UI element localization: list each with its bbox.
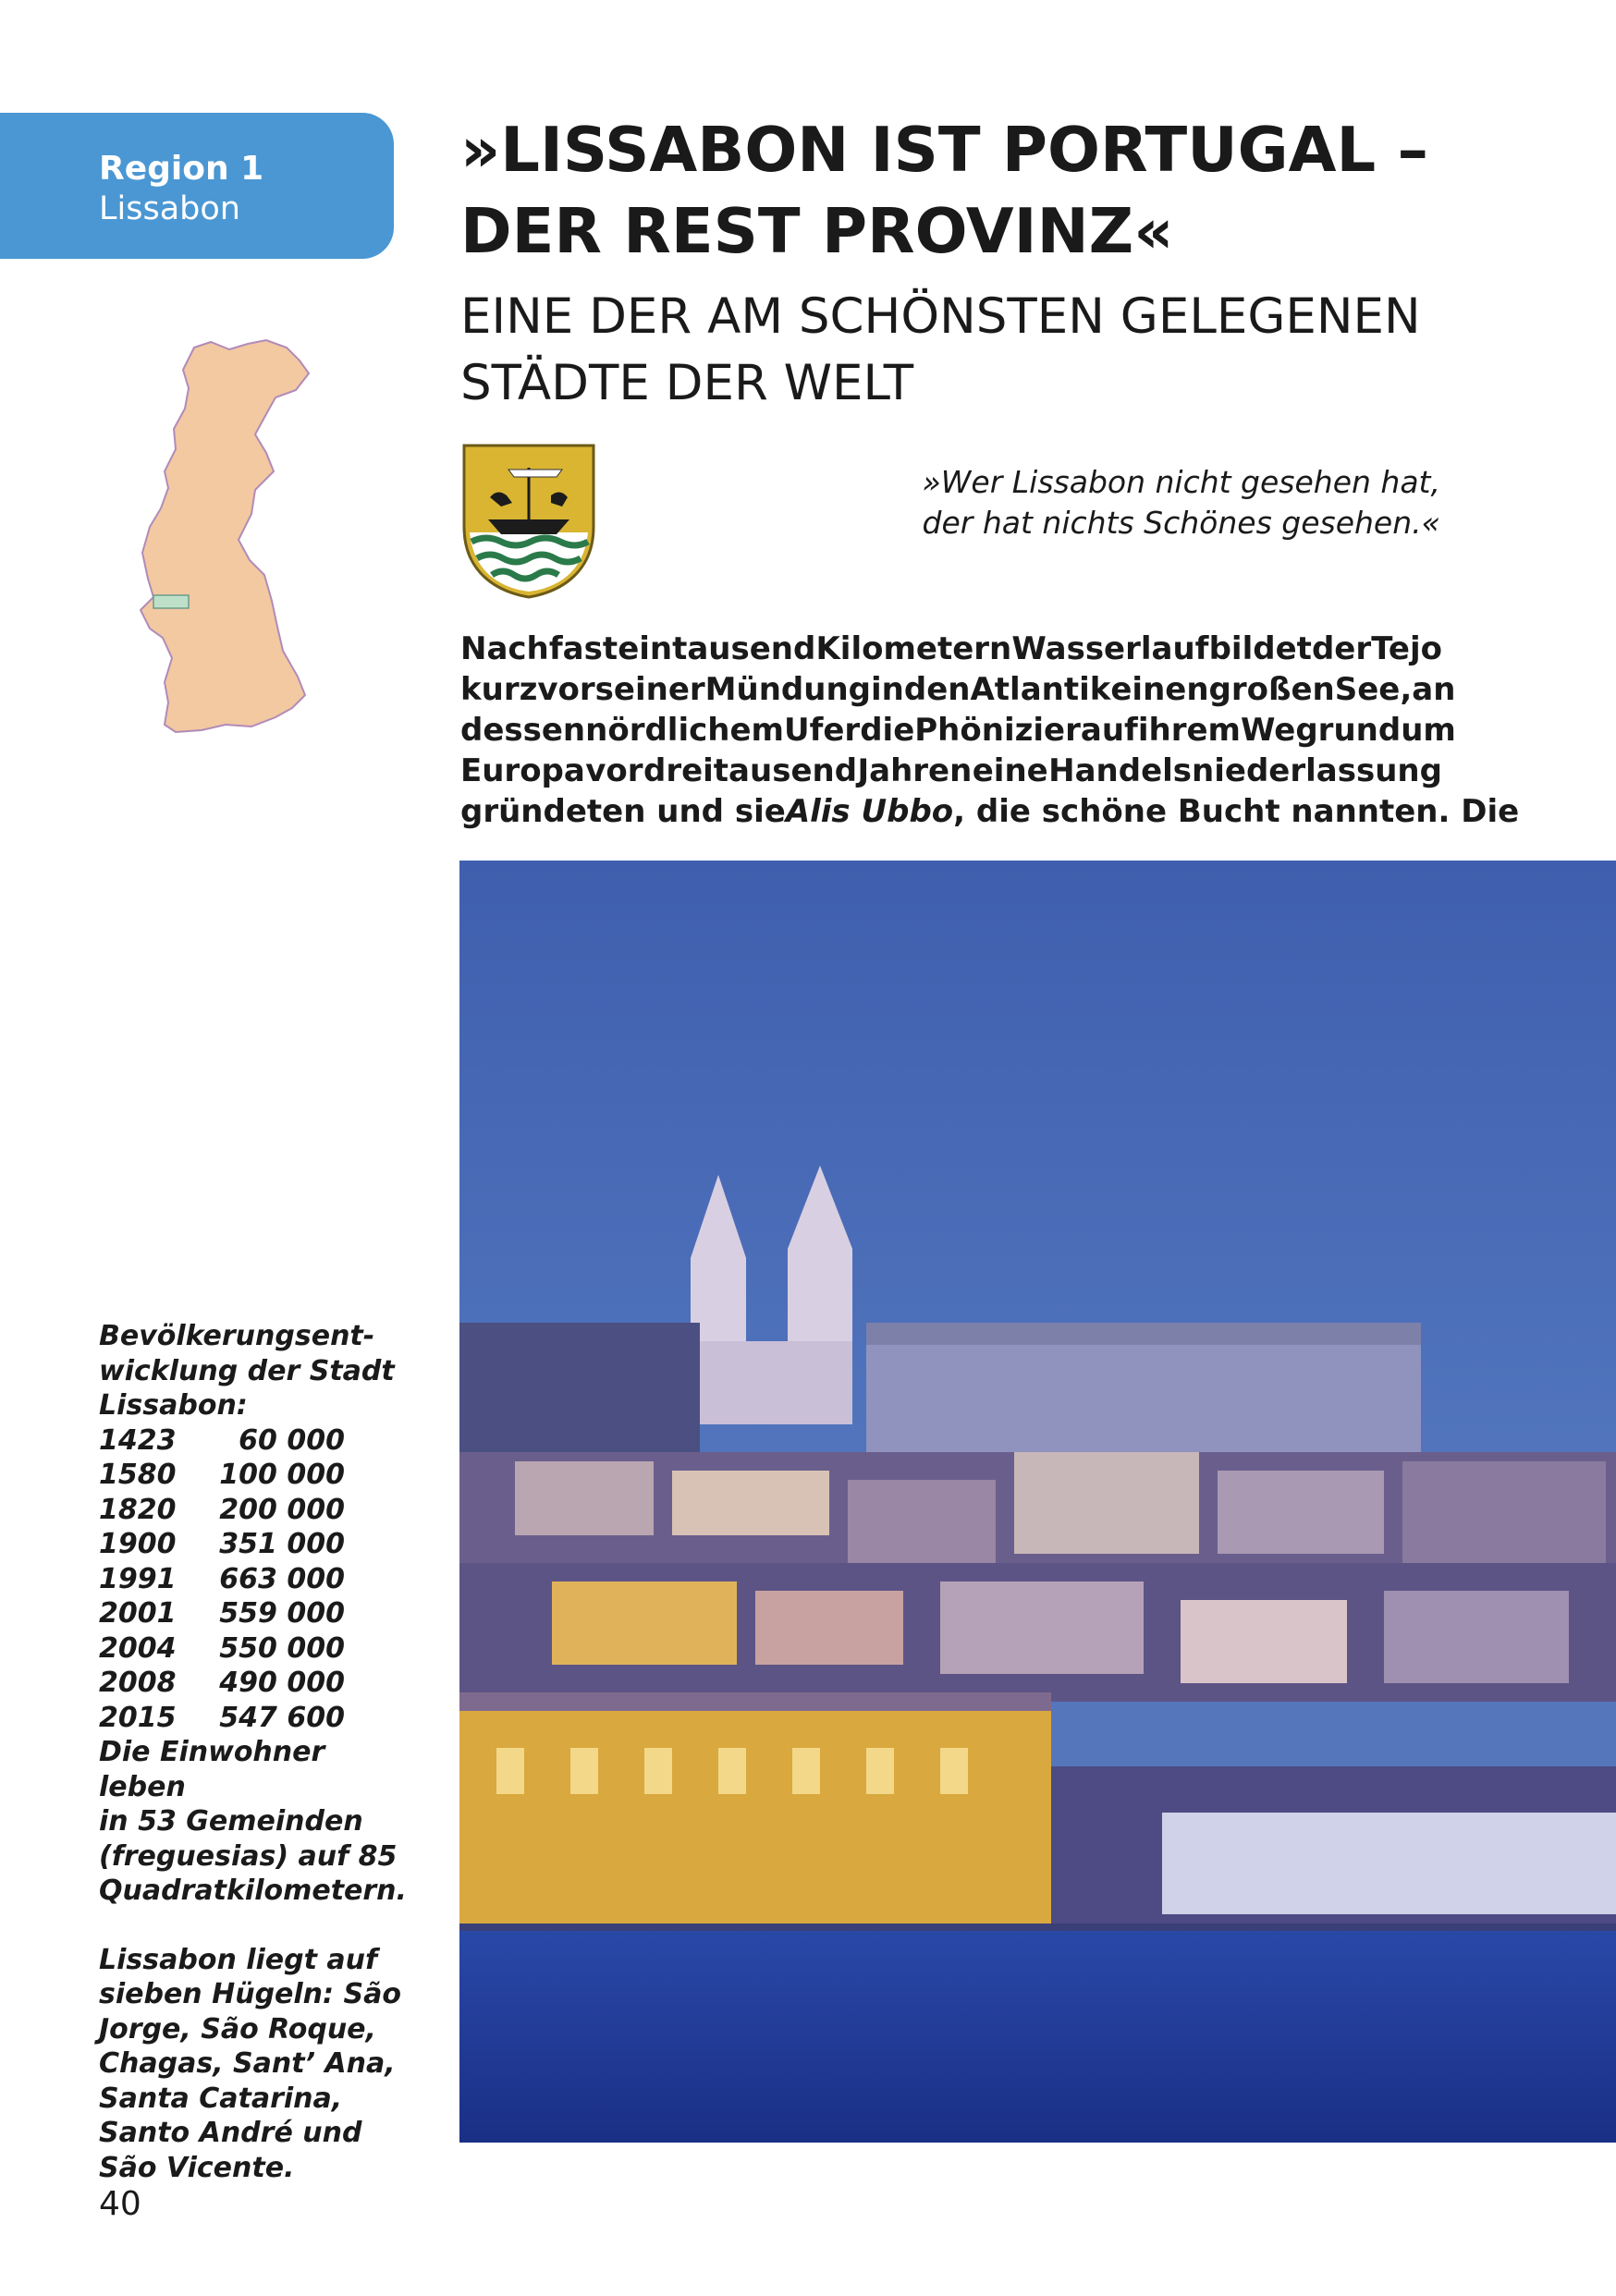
population-row xyxy=(99,1493,404,1528)
page-subheadline xyxy=(460,284,1570,417)
portugal-outline xyxy=(141,340,309,732)
lead-paragraph xyxy=(460,629,1520,832)
population-value: 559 000 xyxy=(219,1597,345,1630)
hills-note-line: sieben Hügeln: São xyxy=(99,1978,401,2010)
population-value: 60 000 xyxy=(239,1423,345,1457)
population-value: 547 600 xyxy=(219,1701,345,1734)
residents-note-line: in 53 Gemeinden xyxy=(99,1805,363,1838)
lisbon-region-marker xyxy=(153,595,189,608)
lisbon-coat-of-arms xyxy=(460,442,597,599)
hills-note-line: Santa Catarina, xyxy=(99,2082,343,2115)
hills-note-line: São Vicente. xyxy=(99,2151,295,2184)
lead-line: dessen nördlichem Ufer die Phönizier auf ihrem Weg rund um xyxy=(460,712,1456,749)
lead-last-post: , die schöne Bucht nannten. Die xyxy=(953,793,1520,830)
page-headline xyxy=(460,109,1570,272)
hills-note-line: Chagas, Sant’ Ana, xyxy=(99,2047,396,2080)
population-row xyxy=(99,1527,404,1562)
population-row xyxy=(99,1423,404,1459)
population-year: 1580 xyxy=(99,1459,177,1491)
population-value: 100 000 xyxy=(219,1459,345,1491)
population-year: 1991 xyxy=(99,1562,177,1595)
sidebar-heading-line: Lissabon: xyxy=(99,1389,248,1422)
population-value: 351 000 xyxy=(219,1528,345,1560)
page-number: 40 xyxy=(99,2185,141,2223)
residents-note-line: Die Einwohner leben xyxy=(99,1736,325,1803)
population-year: 2008 xyxy=(99,1667,177,1699)
lead-last-italic: Alis Ubbo xyxy=(785,793,954,830)
subheadline-line-1: EINE DER AM SCHÖNSTEN GELEGENEN xyxy=(460,288,1421,345)
population-table xyxy=(99,1423,404,1736)
hills-note-line: Jorge, São Roque, xyxy=(99,2012,376,2046)
residents-note-line: (freguesias) auf 85 xyxy=(99,1839,398,1873)
population-year: 2015 xyxy=(99,1701,177,1734)
population-row xyxy=(99,1596,404,1631)
hills-note-line: Lissabon liegt auf xyxy=(99,1943,378,1976)
hills-note-line: Santo André und xyxy=(99,2117,362,2149)
population-row xyxy=(99,1458,404,1493)
lisbon-skyline-photo xyxy=(459,861,1616,2143)
epigraph-quote xyxy=(922,462,1440,543)
population-row xyxy=(99,1666,404,1701)
population-value: 490 000 xyxy=(219,1667,345,1699)
lead-line: Europa vor dreitausend Jahren eine Handelsniederlassung xyxy=(460,752,1442,789)
population-row xyxy=(99,1701,404,1736)
lead-line: Nach fast eintausend Kilometern Wasserlauf bildet der Tejo xyxy=(460,630,1442,667)
lead-last-pre: gründeten und sie xyxy=(460,793,786,830)
population-value: 663 000 xyxy=(219,1562,345,1595)
headline-line-1: »LISSABON IST PORTUGAL – xyxy=(460,114,1429,186)
population-value: 550 000 xyxy=(219,1631,345,1665)
population-year: 1900 xyxy=(99,1528,177,1560)
lead-line: kurz vor seiner Mündung in den Atlantik einen großen See, an xyxy=(460,671,1456,708)
quote-line-1: »Wer Lissabon nicht gesehen hat, xyxy=(922,464,1440,500)
waterfront-palace xyxy=(459,1702,1051,1924)
population-year: 2001 xyxy=(99,1597,177,1630)
lead-line-last xyxy=(460,791,1520,832)
portugal-locator-map xyxy=(137,333,362,745)
population-sidebar xyxy=(99,1319,407,2185)
tagus-river xyxy=(459,1924,1616,2143)
population-year: 1820 xyxy=(99,1493,177,1526)
region-tab-title: Region 1 xyxy=(99,150,264,188)
sidebar-heading-line: wicklung der Stadt xyxy=(99,1354,395,1387)
population-value: 200 000 xyxy=(219,1493,345,1526)
population-year: 1423 xyxy=(99,1423,177,1457)
population-row xyxy=(99,1562,404,1597)
region-tab-subtitle: Lissabon xyxy=(99,190,240,227)
quote-line-2: der hat nichts Schönes gesehen.« xyxy=(922,505,1440,541)
population-year: 2004 xyxy=(99,1631,177,1665)
residents-note-line: Quadratkilometern. xyxy=(99,1875,407,1907)
headline-line-2: DER REST PROVINZ« xyxy=(460,195,1174,267)
monastery xyxy=(866,1341,1421,1471)
sidebar-heading-line: Bevölkerungsent- xyxy=(99,1320,375,1352)
subheadline-line-2: STÄDTE DER WELT xyxy=(460,355,914,411)
population-row xyxy=(99,1631,404,1667)
